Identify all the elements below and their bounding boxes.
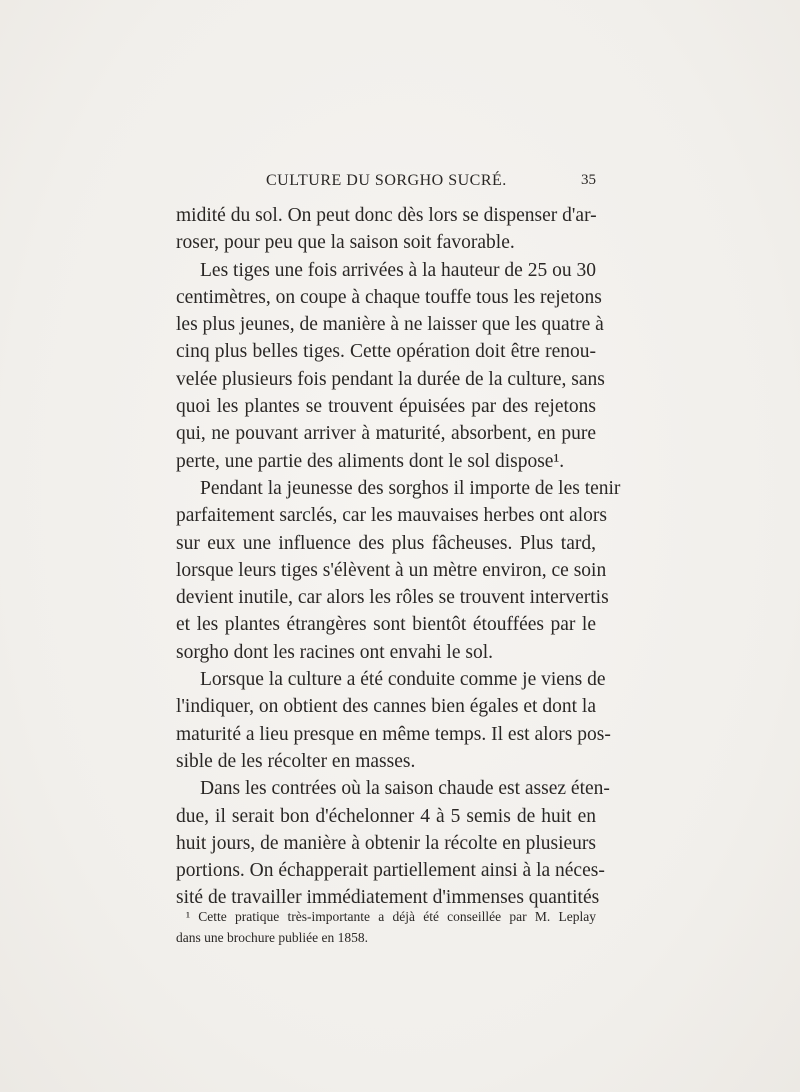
text-line: perte, une partie des aliments dont le sol dispose¹.	[176, 450, 565, 472]
paragraph	[176, 257, 605, 475]
text-line: qui, ne pouvant arriver à maturité, absorbent, en pure	[176, 423, 596, 445]
text-line: Pendant la jeunesse des sorghos il importe de les tenir	[200, 477, 621, 499]
text-line: lorsque leurs tiges s'élèvent à un mètre environ, ce soin	[176, 559, 607, 581]
paragraph	[176, 775, 610, 911]
text-line: Lorsque la culture a été conduite comme je viens de	[200, 669, 606, 691]
text-line: midité du sol. On peut donc dès lors se dispenser d'ar-	[176, 205, 597, 226]
text-line: portions. On échapperait partiellement ainsi à la néces-	[176, 860, 605, 882]
text-line: maturité a lieu presque en même temps. Il est alors pos-	[176, 723, 611, 745]
footnote	[176, 906, 596, 948]
text-line: centimètres, on coupe à chaque touffe tous les rejetons	[176, 286, 602, 308]
running-title: CULTURE DU SORGHO SUCRÉ.	[266, 172, 507, 189]
text-line: sorgho dont les racines ont envahi le sol.	[176, 641, 493, 663]
paragraph	[176, 475, 621, 666]
text-line: sur eux une influence des plus fâcheuses. Plus tard,	[176, 532, 596, 554]
page-header	[176, 172, 596, 192]
footnote-line: dans une brochure publiée en 1858.	[176, 930, 368, 945]
text-line: les plus jeunes, de manière à ne laisser que les quatre à	[176, 314, 604, 336]
text-line: sité de travailler immédiatement d'immenses quantités	[176, 887, 600, 909]
text-line: parfaitement sarclés, car les mauvaises herbes ont alors	[176, 505, 607, 527]
text-line: devient inutile, car alors les rôles se trouvent intervertis	[176, 587, 609, 609]
footnote-line: ¹ Cette pratique très-importante a déjà été conseillée par M. Leplay	[186, 909, 596, 924]
text-line: cinq plus belles tiges. Cette opération doit être renou-	[176, 341, 596, 363]
text-line: due, il serait bon d'échelonner 4 à 5 semis de huit en	[176, 805, 596, 827]
text-line: Dans les contrées où la saison chaude est assez éten-	[200, 778, 610, 800]
text-line: huit jours, de manière à obtenir la récolte en plusieurs	[176, 832, 596, 854]
text-line: l'indiquer, on obtient des cannes bien égales et dont la	[176, 696, 596, 718]
paragraph	[176, 202, 596, 257]
text-line: quoi les plantes se trouvent épuisées par des rejetons	[176, 396, 596, 418]
text-line: roser, pour peu que la saison soit favorable.	[176, 232, 515, 254]
text-line: et les plantes étrangères sont bientôt étouffées par le	[176, 614, 596, 636]
text-line: velée plusieurs fois pendant la durée de la culture, sans	[176, 368, 605, 390]
page-number: 35	[581, 172, 596, 188]
paragraph	[176, 666, 611, 775]
text-line: Les tiges une fois arrivées à la hauteur de 25 ou 30	[200, 259, 596, 281]
text-line: sible de les récolter en masses.	[176, 750, 416, 772]
body-text	[176, 202, 621, 912]
